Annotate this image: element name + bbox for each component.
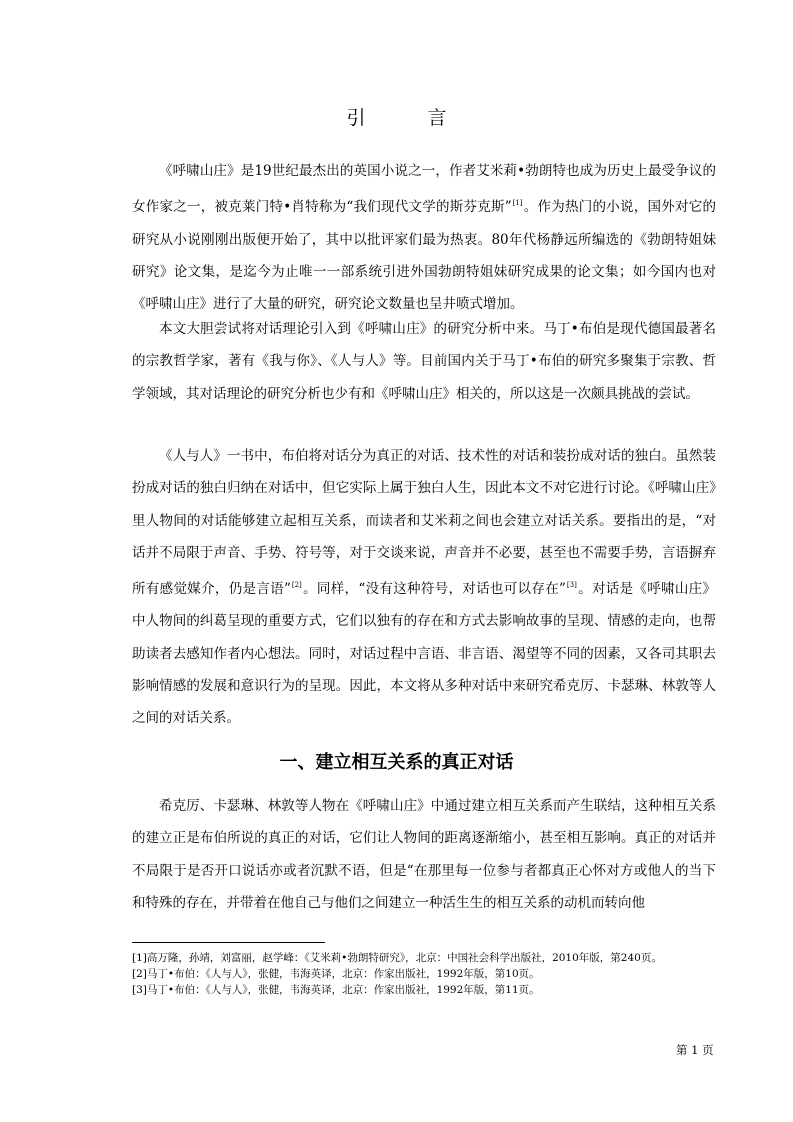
footnote: [1]高万隆，孙靖，刘富丽，赵学峰：《艾米莉•勃朗特研究》，北京：中国社会科学出版社，2010年版，第240页。: [132, 952, 662, 964]
citation-ref[interactable]: [1]: [512, 199, 523, 208]
footnote: [2]马丁•布伯：《人与人》，张健，韦海英译，北京：作家出版社，1992年版，第10页。: [132, 968, 540, 981]
paragraph-text: 希克厉、卡瑟琳、林敦等人物在《呼啸山庄》中通过建立相互关系而产生联结，这种相互关系的建立正是布伯所说的真正的对话，它们让人物间的距离逐渐缩小，甚至相互影响。真正的对话并不局限于是否开口说话亦或者沉默不语，但是“在那里每一位参与者都真正心怀对方或他人的当下和特殊的存在，并带着在他自己与他们之间建立一种活生生的相互关系的动机而转向他: [132, 798, 716, 911]
intro-paragraph-2: [132, 313, 716, 410]
citation-ref[interactable]: [3]: [566, 581, 577, 590]
paragraph-text: 《人与人》一书中，布伯将对话分为真正的对话、技术性的对话和装扮成对话的独白。虽然装扮成对话的独白归纳在对话中，但它实际上属于独白人生，因此本文不对它进行讨论。《呼啸山庄》里人物间的对话能够建立起相互关系，而读者和艾米莉之间也会建立对话关系。要指出的是，“对话并不局限于声音、手势、符号等，对于交谈来说，声音并不必要，甚至也不需要手势，言语摒弃所有感觉媒介，仍是言语”: [132, 448, 716, 598]
citation-ref[interactable]: [2]: [291, 581, 302, 590]
paragraph-text: 。对话是《呼啸山庄》中人物间的纠葛呈现的重要方式，它们以独有的存在和方式去影响故事的呈现、情感的走向，也帮助读者去感知作者内心想法。同时，对话过程中言语、非言语、渴望等不同的因素，又各司其职去影响情感的发展和意识行为的呈现。因此，本文将从多种对话中来研究希克厉、卡瑟琳、林敦等人之间的对话关系。: [132, 581, 716, 727]
footnote-divider: [132, 942, 325, 943]
intro-paragraph-3: [132, 440, 716, 735]
paragraph-text: 本文大胆尝试将对话理论引入到《呼啸山庄》的研究分析中来。马丁•布伯是现代德国最著名的宗教哲学家，著有《我与你》、《人与人》等。目前国内关于马丁•布伯的研究多聚集于宗教、哲学领域，其对话理论的研究分析也少有和《呼啸山庄》相关的，所以这是一次颇具挑战的尝试。: [132, 321, 716, 402]
paragraph-text: 《呼啸山庄》是19世纪最杰出的英国小说之一，作者艾米莉•勃朗特也成为历史上最受争议的女作家之一，被克莱门特•肖特称为“我们现代文学的斯芬克斯”: [132, 163, 716, 216]
intro-paragraph-1: [132, 155, 716, 320]
section-heading: 一、建立相互关系的真正对话: [279, 752, 514, 773]
footnotes: [132, 950, 720, 999]
page-title: 引 言: [346, 107, 475, 129]
section-paragraph: [132, 790, 716, 919]
page-number: 第 1 页: [676, 1043, 714, 1057]
footnote: [3]马丁•布伯：《人与人》，张健，韦海英译，北京：作家出版社，1992年版，第11页。: [132, 984, 540, 997]
paragraph-text: 。同样，“没有这种符号，对话也可以存在”: [302, 581, 566, 598]
paragraph-text: 。作为热门的小说，国外对它的研究从小说刚刚出版便开始了，其中以批评家们最为热衷。80年代杨静远所编选的《勃朗特姐妹研究》论文集，是迄今为止唯一一部系统引进外国勃朗特姐妹研究成果的论文集；如今国内也对《呼啸山庄》进行了大量的研究，研究论文数量也呈井喷式增加。: [132, 199, 716, 313]
